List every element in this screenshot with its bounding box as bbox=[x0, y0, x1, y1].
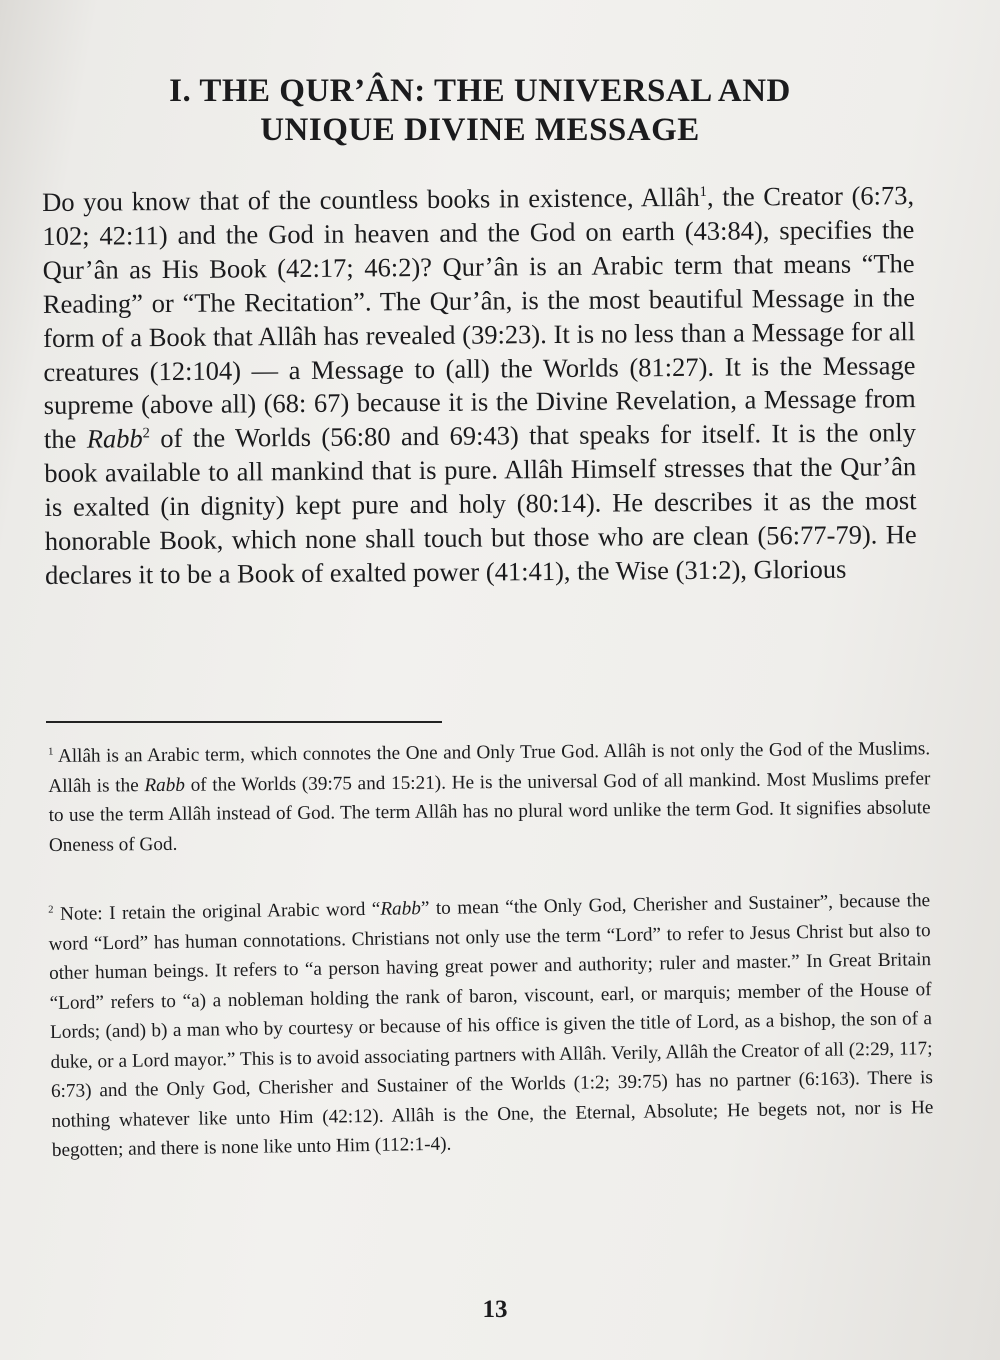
body-text-part-3: of the Worlds (56:80 and 69:43) that speaks for itself. It is the only book available to all mankind that is pure. Allâh Himself stresses that the Qur’ân is exalted (in dignity) kept pure and holy (80:14). He describes it as the most honorable Book, which none shall touch but those who are clean (56:77-79). He declares it to be a Book of exalted power (41:41), the Wise (31:2), Glorious bbox=[44, 417, 917, 590]
footnote-1-text-a: Allâh is an Arabic term, which connotes the One and Only True God. Allâh is not only the God of the Muslims. Allâh is the bbox=[48, 738, 931, 797]
footnote-separator bbox=[46, 721, 442, 723]
footnote-1 bbox=[48, 734, 931, 860]
body-text-part-1: Do you know that of the countless books in existence, Allâh bbox=[42, 181, 700, 217]
body-text-part-2: , the Creator (6:73, 102; 42:11) and the God in heaven and the God on earth (43:84), specifies the Qur’ân as His Book (42:17; 46:2)? Qur’ân is an Arabic term that means “The Reading” or “The Recitation”. The Qur’ân, is the most beautiful Message in the form of a Book that Allâh has revealed (39:23). It is no less than a Message for all creatures (12:104) — a Message to (all) the Worlds (81:27). It is the Message supreme (above all) (68: 67) because it is the Divine Revelation, a Message from the bbox=[42, 180, 916, 455]
footnote-1-text-b: of the Worlds (39:75 and 15:21). He is the universal God of all mankind. Most Muslims prefer to use the term Allâh instead of God. The term Allâh has no plural word unlike the term God. It signifies absolute Oneness of God. bbox=[48, 767, 931, 856]
chapter-heading bbox=[70, 72, 890, 150]
footnote-2 bbox=[48, 886, 934, 1165]
italic-term-rabb: Rabb bbox=[86, 423, 143, 454]
footnote-2-text-a: Note: I retain the original Arabic word “ bbox=[53, 898, 381, 925]
footnote-ref-2: 2 bbox=[142, 425, 150, 442]
footnote-2-italic: Rabb bbox=[380, 898, 422, 920]
chapter-heading-line-2: UNIQUE DIVINE MESSAGE bbox=[260, 112, 700, 148]
footnote-ref-1: 1 bbox=[699, 183, 707, 201]
page-number: 13 bbox=[482, 1296, 508, 1323]
chapter-heading-line-1: I. THE QUR’ÂN: THE UNIVERSAL AND bbox=[169, 73, 791, 109]
footnote-1-mark: 1 bbox=[48, 746, 54, 758]
body-paragraph bbox=[42, 179, 917, 593]
footnote-2-text-b: ” to mean “the Only God, Cherisher and Sustainer”, because the word “Lord” has human connotations. Christians not only use the term “Lord” to refer to Jesus Christ but also to other human beings. It refers to “a person having great power and authority; ruler and master.” In Great Britain “Lord” refers to “a) a nobleman holding the rank of baron, viscount, earl, or marquis; member of the House of Lords; (and) b) a man who by courtesy or because of his office is given the title of Lord, as a bishop, the son of a duke, or a Lord mayor.” This is to avoid associating partners with Allâh. Verily, Allâh the Creator of all (2:29, 117; 6:73) and the Only God, Cherisher and Sustainer of the Worlds (1:2; 39:75) has no partner (6:163). There is nothing whatever like unto Him (42:12). Allâh is the One, the Eternal, Absolute; He begets not, nor is He begotten; and there is none like unto Him (112:1-4). bbox=[48, 890, 934, 1161]
footnote-1-italic: Rabb bbox=[144, 774, 186, 796]
footnote-2-mark: 2 bbox=[48, 904, 54, 916]
